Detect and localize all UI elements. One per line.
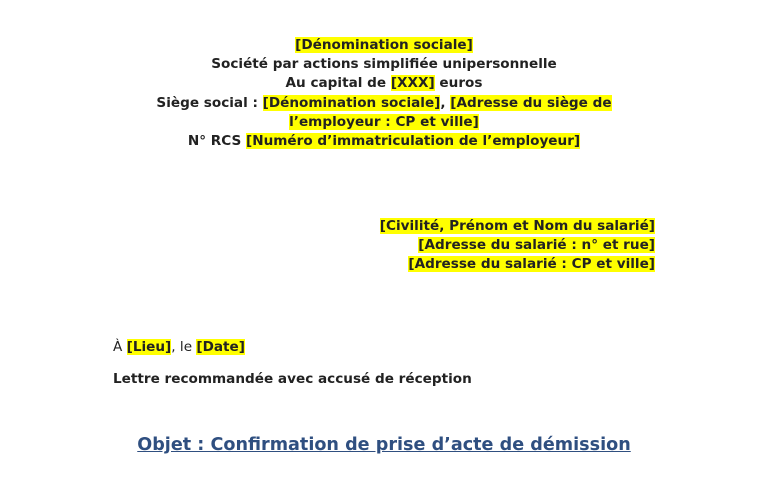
seat-address-placeholder-2: l’employeur : CP et ville] <box>289 113 479 130</box>
recipient-block <box>380 217 655 275</box>
date-placeholder: [Date] <box>196 339 245 355</box>
legal-form: Société par actions simplifiée unipersonnelle <box>211 56 557 73</box>
company-name-placeholder: [Dénomination sociale] <box>295 37 473 53</box>
seat-line: Siège social : [Dénomination sociale], [Adresse du siège de <box>156 94 612 111</box>
recipient-street: [Adresse du salarié : n° et rue] <box>418 237 655 254</box>
seat-address-placeholder: [Adresse du siège de <box>450 94 612 111</box>
rcs-line: N° RCS [Numéro d’immatriculation de l’employeur] <box>187 133 581 150</box>
place-placeholder: [Lieu] <box>126 339 172 355</box>
company-name-line <box>0 36 768 55</box>
capital-placeholder: [XXX] <box>390 75 435 92</box>
capital-line: Au capital de [XXX] euros <box>285 75 483 92</box>
letter-subject: Objet : Confirmation de prise d’acte de démission <box>137 435 631 455</box>
recipient-city: [Adresse du salarié : CP et ville] <box>408 256 655 273</box>
place-date-line: À [Lieu], le [Date] <box>113 339 245 355</box>
sender-header <box>0 36 768 151</box>
recipient-name: [Civilité, Prénom et Nom du salarié] <box>379 218 655 234</box>
seat-line-2 <box>0 113 768 132</box>
registered-mail-note: Lettre recommandée avec accusé de réception <box>113 371 472 387</box>
rcs-placeholder: [Numéro d’immatriculation de l’employeur] <box>246 133 581 150</box>
seat-name-placeholder: [Dénomination sociale] <box>262 94 441 111</box>
